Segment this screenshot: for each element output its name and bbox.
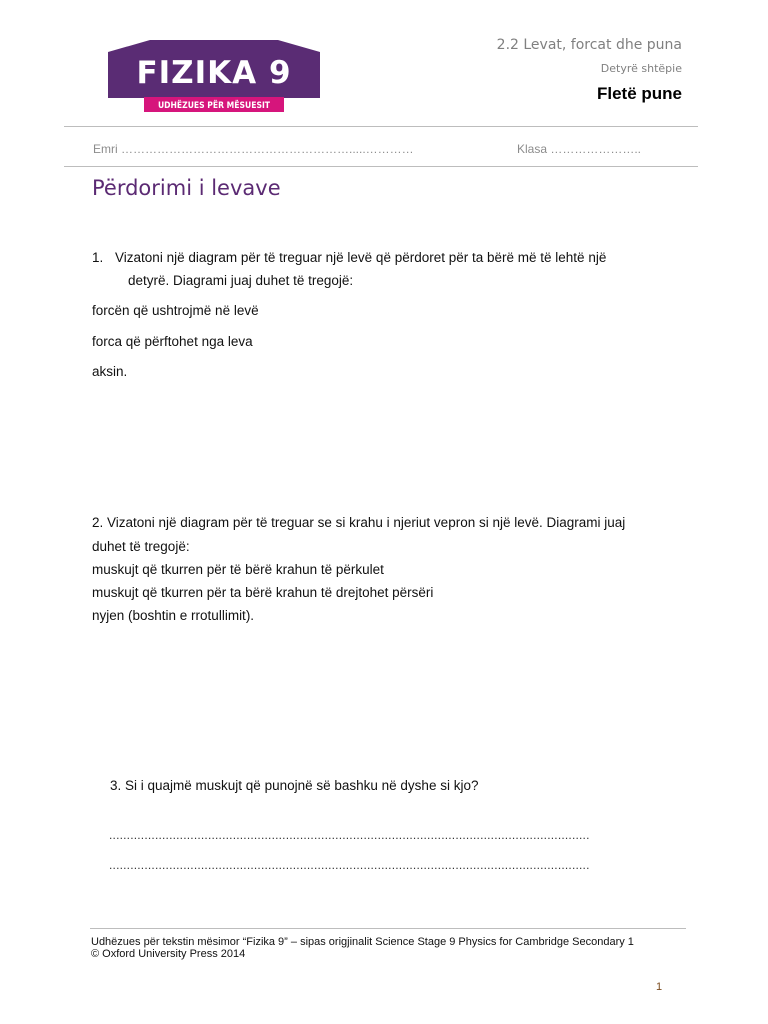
fizika-9-logo: [108, 40, 320, 112]
question-2-item: nyjen (boshtin e rrotullimit).: [92, 608, 255, 623]
question-2-line-2: duhet të tregojë:: [92, 539, 190, 554]
question-1-line-2: detyrë. Diagrami juaj duhet të tregojë:: [128, 273, 354, 288]
page-title: Përdorimi i levave: [92, 176, 281, 200]
lesson-topic: 2.2 Levat, forcat dhe puna: [496, 37, 682, 53]
question-1: [92, 251, 606, 265]
name-field[interactable]: Emri ………………………………………………….....…………: [93, 142, 414, 156]
header-divider: [64, 126, 698, 127]
question-2-item: muskujt që tkurren për ta bërë krahun të drejtohet përsëri: [92, 585, 434, 600]
fields-divider: [64, 166, 698, 167]
page-number: 1: [656, 981, 663, 993]
logo-subtitle: UDHËZUES PËR MËSUESIT: [157, 101, 271, 111]
answer-line[interactable]: ........................................................................................................................................: [109, 828, 590, 842]
question-1-item: aksin.: [92, 364, 128, 379]
question-2-item: muskujt që tkurren për të bërë krahun të përkulet: [92, 562, 384, 577]
question-1-item: forca që përftohet nga leva: [92, 334, 253, 349]
answer-line[interactable]: ........................................................................................................................................: [109, 858, 590, 872]
question-1-item: forcën që ushtrojmë në levë: [92, 303, 259, 318]
assignment-type: Detyrë shtëpie: [600, 62, 682, 75]
class-field[interactable]: Klasa …………………..: [517, 142, 642, 156]
question-1-line-1: Vizatoni një diagram për të treguar një levë që përdoret për ta bërë më të lehtë një: [115, 250, 607, 265]
question-3: 3. Si i quajmë muskujt që punojnë së bashku në dyshe si kjo?: [110, 778, 479, 793]
footer-divider: [90, 928, 686, 929]
worksheet-title: Fletë pune: [596, 84, 682, 103]
question-1-number: 1.: [92, 250, 104, 265]
logo-graphic: [108, 40, 320, 112]
footer-source: Udhëzues për tekstin mësimor “Fizika 9” – sipas origjinalit Science Stage 9 Physics for Cambridge Secondary 1: [91, 936, 634, 948]
footer-copyright: © Oxford University Press 2014: [91, 948, 246, 960]
question-2-line-1: 2. Vizatoni një diagram për të treguar se si krahu i njeriut vepron si një levë. Diagrami juaj: [92, 515, 626, 530]
logo-title: FIZIKA 9: [136, 55, 292, 91]
